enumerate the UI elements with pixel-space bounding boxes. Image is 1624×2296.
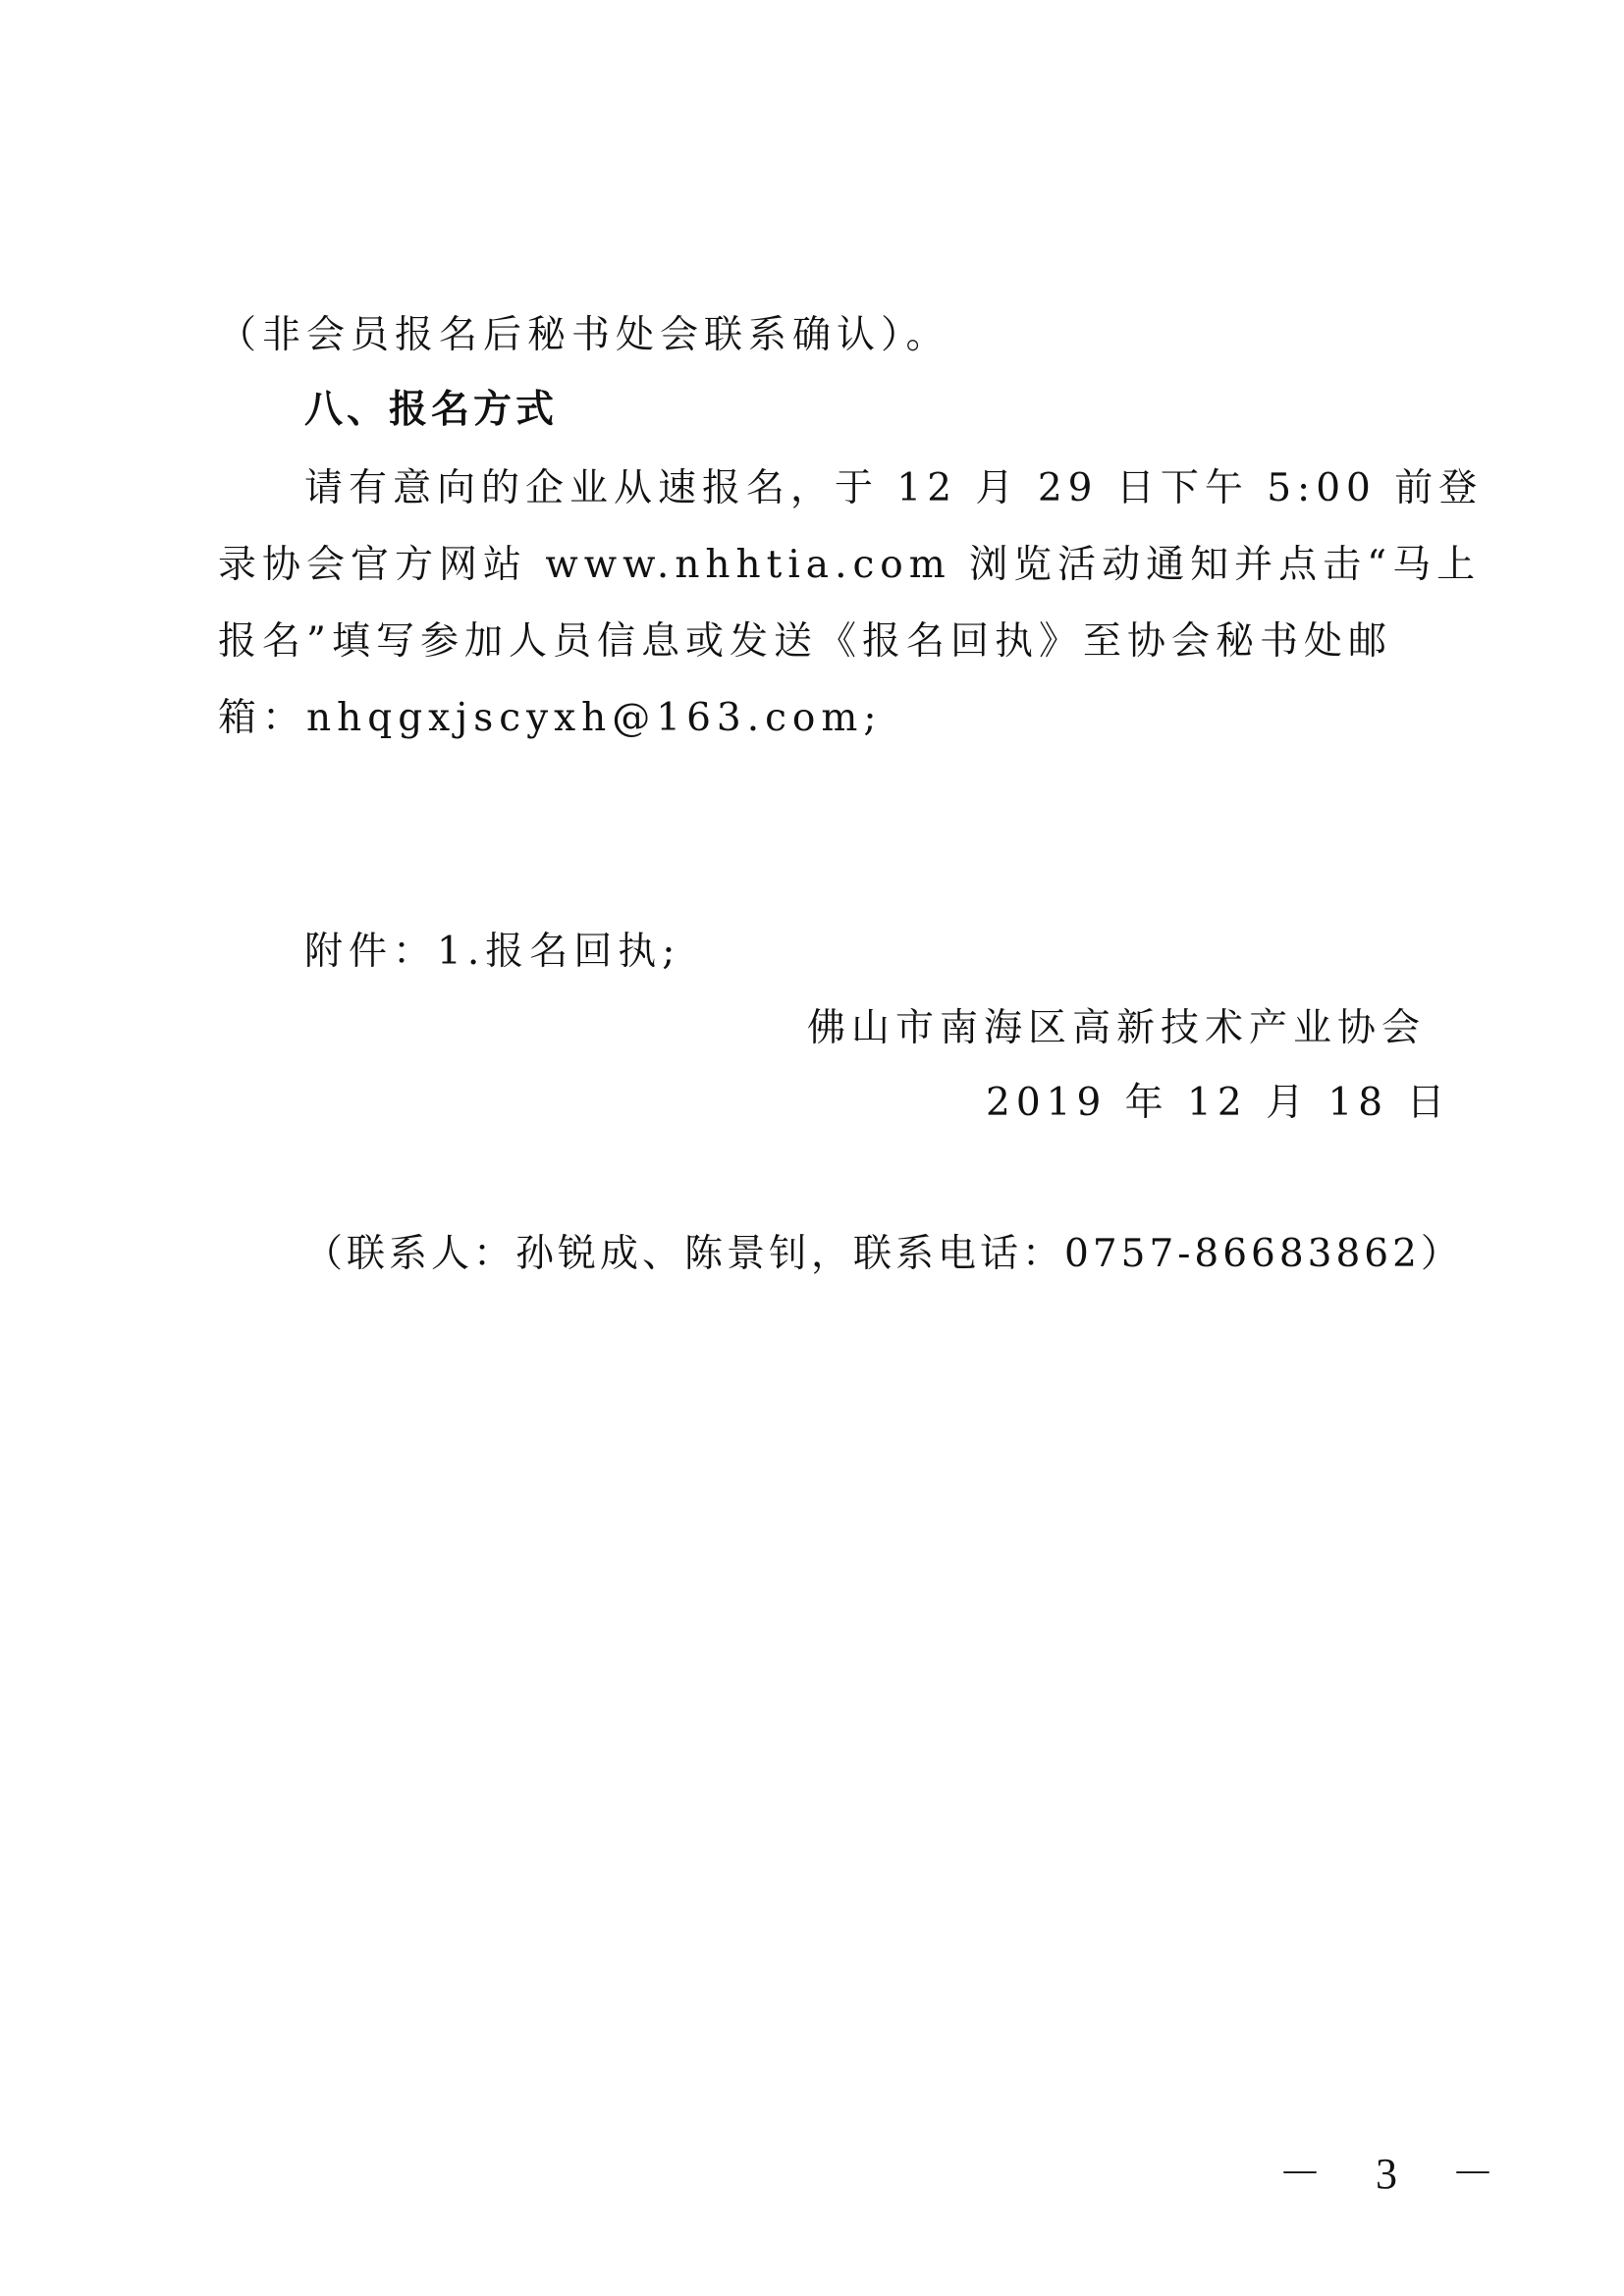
attachment-line: 附件：1.报名回执; [304,930,681,974]
paragraph-line-1: 请有意向的企业从速报名，于 12 月 29 日下午 5:00 前登 [304,466,1484,510]
paragraph-line-4-email: 箱：nhqgxjscyxh@163.com; [218,696,883,740]
signature-organization: 佛山市南海区高新技术产业协会 [807,1006,1427,1050]
paragraph-line-2: 录协会官方网站 www.nhhtia.com 浏览活动通知并点击“马上 [218,543,1482,587]
page-number: － 3 － [1278,2150,1516,2198]
contact-info: （联系人：孙锐成、陈景钊，联系电话：0757-86683862） [304,1232,1463,1276]
non-member-note: （非会员报名后秘书处会联系确认）。 [218,313,950,357]
signature-date: 2019 年 12 月 18 日 [986,1081,1451,1125]
section-heading: 八、报名方式 [304,388,559,432]
paragraph-line-3: 报名”填写参加人员信息或发送《报名回执》至协会秘书处邮 [218,619,1392,664]
